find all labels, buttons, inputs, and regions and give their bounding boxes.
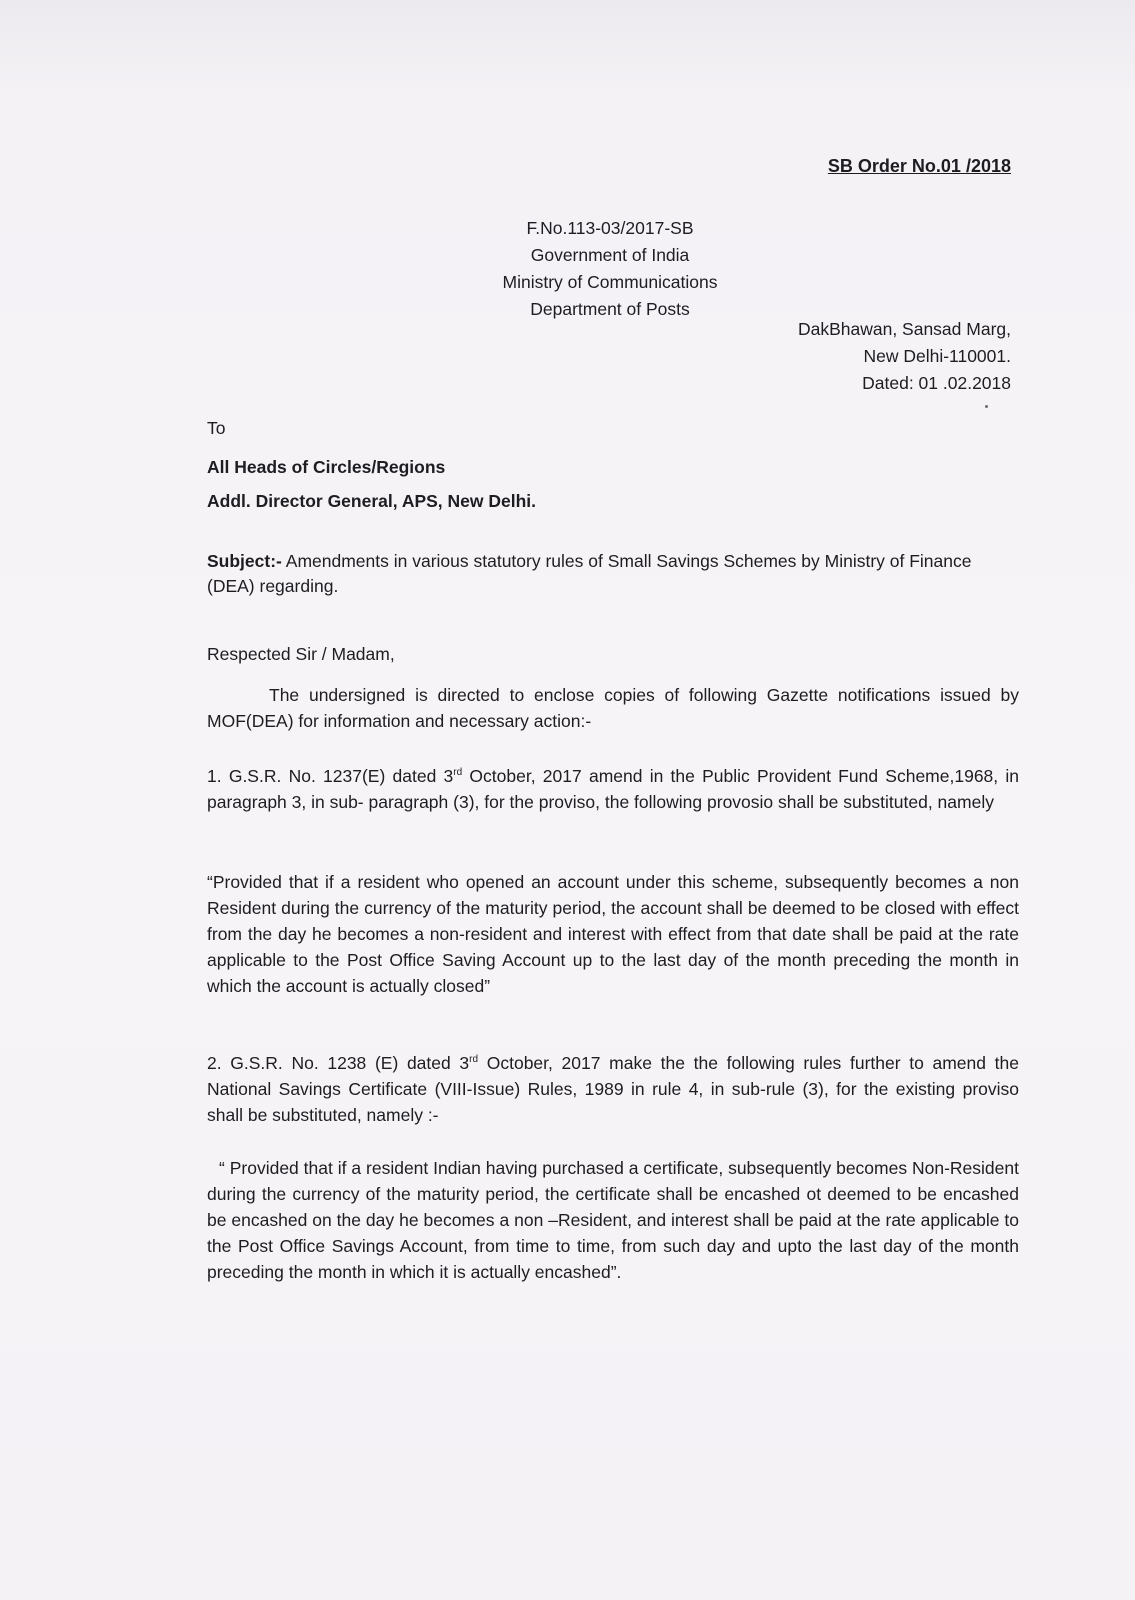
letterhead (420, 215, 800, 323)
recipient-2: Addl. Director General, APS, New Delhi. (207, 491, 537, 511)
department-line: Department of Posts (530, 299, 690, 319)
item-2-sup: rd (469, 1054, 479, 1065)
item-1-text-b: October, 2017 amend in the Public Provident Fund Scheme,1968, in paragraph 3, in sub- paragraph (3), for the proviso, the following provosio shall be substituted, namely (207, 766, 1019, 812)
item-2-paragraph (207, 1050, 1019, 1128)
subject-text: Amendments in various statutory rules of Small Savings Schemes by Ministry of Finance (DEA) regarding. (207, 551, 972, 596)
subject (207, 549, 1019, 599)
item-2-text-b: October, 2017 make the the following rules further to amend the National Savings Certificate (VIII-Issue) Rules, 1989 in rule 4, in sub-rule (3), for the existing proviso shall be substituted, namely :- (207, 1053, 1020, 1125)
item-1-sup: rd (453, 767, 463, 778)
order-number: SB Order No.01 /2018 (827, 156, 1011, 176)
address-line-1: DakBhawan, Sansad Marg, (797, 319, 1011, 339)
to-label: To (207, 418, 226, 438)
file-number: F.No.113-03/2017-SB (526, 218, 694, 238)
item-1-text-a: 1. G.S.R. No. 1237(E) dated 3 (207, 766, 454, 786)
salutation: Respected Sir / Madam, (207, 644, 395, 664)
intro-paragraph: The undersigned is directed to enclose copies of following Gazette notifications issued by MOF(DEA) for information and necessary action:- (207, 685, 1019, 731)
quote-2-paragraph: “ Provided that if a resident Indian having purchased a certificate, subsequently becomes Non-Resident during the currency of the maturity period, the certificate shall be encashed ot deemed to be encashed be encashed on the day he becomes a non –Resident, and interest shall be paid at the rate applicable to the Post Office Savings Account, from time to time, from such day and upto the last day of the month preceding the month in which it is actually encashed”. (207, 1158, 1019, 1282)
ministry-line: Ministry of Communications (502, 272, 718, 292)
address-line-2: New Delhi-110001. (863, 346, 1011, 366)
recipients (207, 450, 536, 518)
item-1-paragraph (207, 763, 1019, 815)
quote-1-paragraph: “Provided that if a resident who opened an account under this scheme, subsequently becomes a non Resident during the currency of the maturity period, the account shall be deemed to be closed with effect from the day he becomes a non-resident and interest with effect from that date shall be paid at the rate applicable to the Post Office Saving Account up to the last day of the month preceding the month in which the account is actually closed” (207, 872, 1019, 996)
sender-address (798, 316, 1011, 397)
speck (985, 405, 988, 408)
item-2-text-a: 2. G.S.R. No. 1238 (E) dated 3 (207, 1053, 470, 1073)
recipient-1: All Heads of Circles/Regions (207, 457, 446, 477)
government-line: Government of India (530, 245, 690, 265)
subject-label: Subject:- (207, 551, 282, 571)
date-line: Dated: 01 .02.2018 (862, 373, 1011, 393)
